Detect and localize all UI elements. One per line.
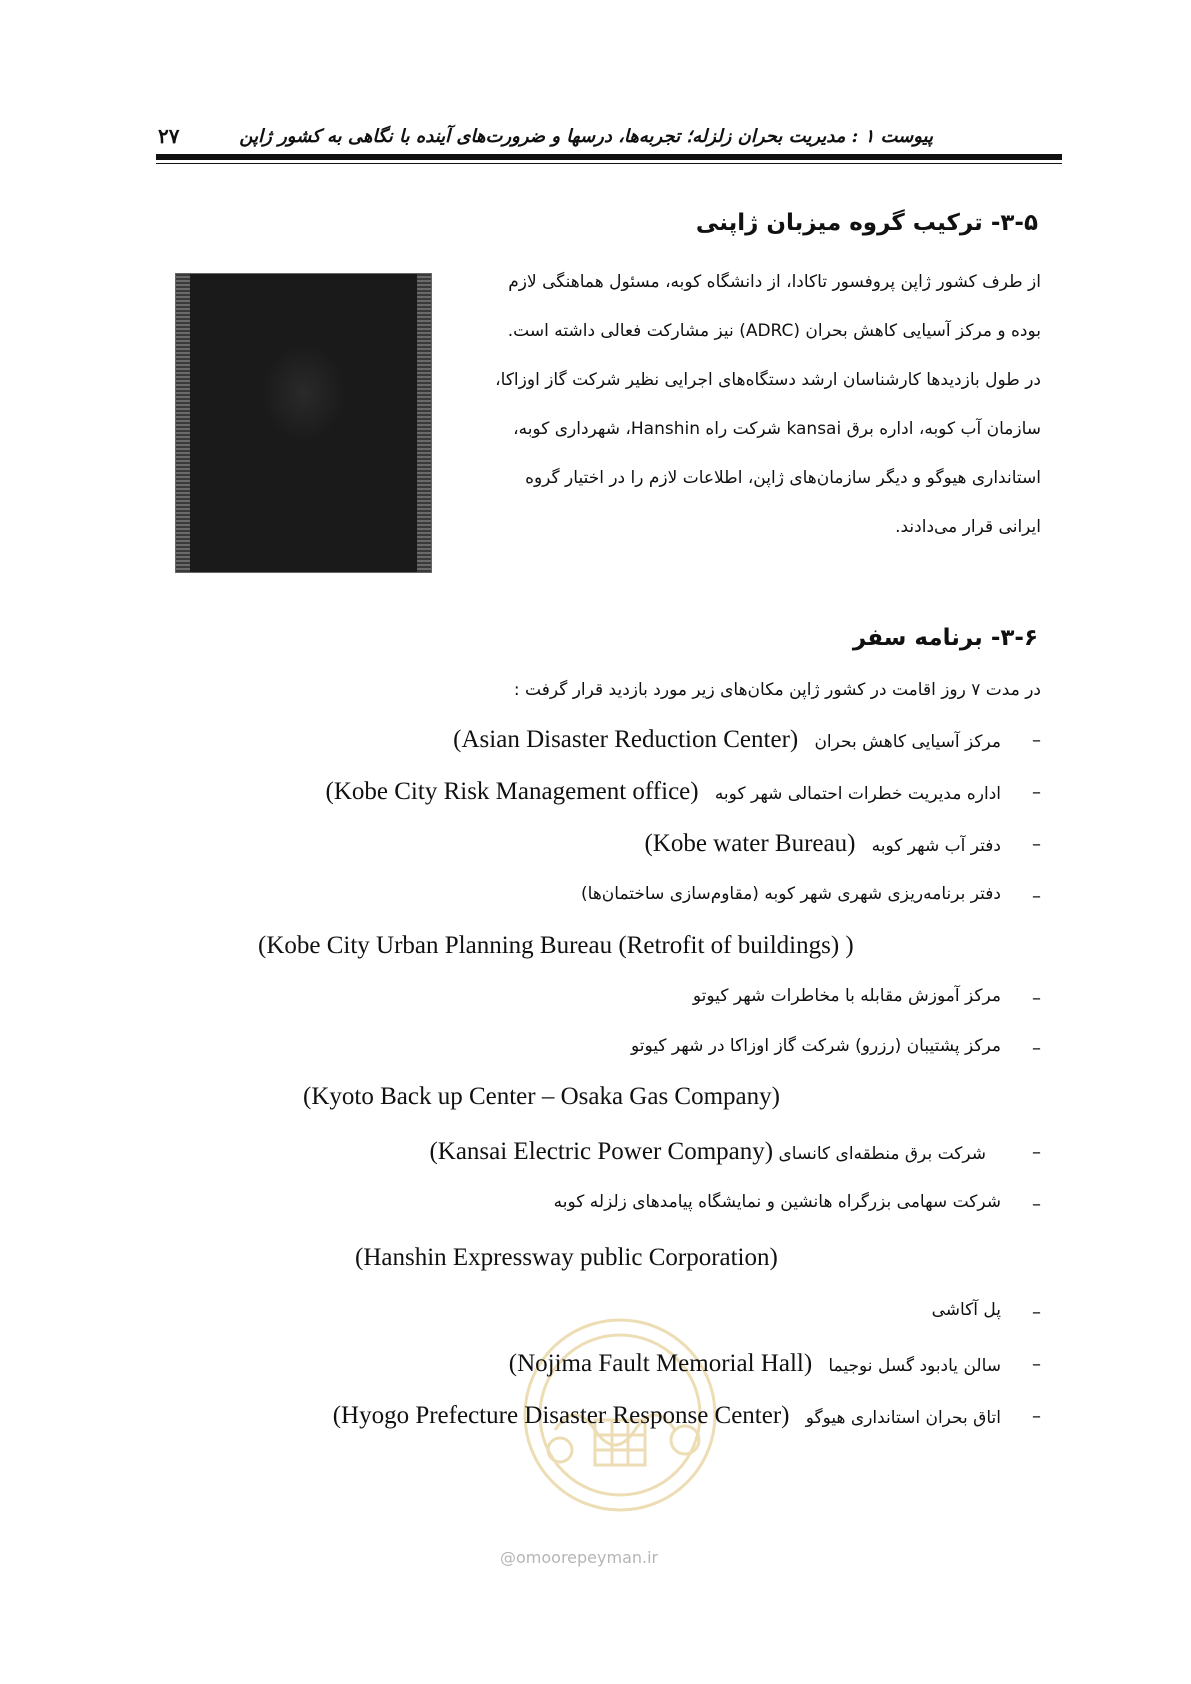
header-rule-thick bbox=[156, 154, 1062, 160]
at-icon: @ bbox=[500, 1548, 516, 1567]
list-item-fa: سالن یادبود گسل نوجیما bbox=[828, 1356, 1001, 1376]
list-item-fa: دفتر برنامه‌ریزی شهری شهر کوبه (مقاوم‌سازی ساختمان‌ها) bbox=[581, 884, 1001, 904]
list-item-fa: مرکز پشتیبان (رزرو) شرکت گاز اوزاکا در شهر کیوتو bbox=[630, 1036, 1001, 1056]
running-header-title: پیوست ۱ : مدیریت بحران زلزله؛ تجربه‌ها، درسها و ضرورت‌های آینده با نگاهی به کشور ژاپن bbox=[239, 126, 933, 147]
host-group-paragraph bbox=[436, 258, 1041, 552]
list-item-fa: مرکز آسیایی کاهش بحران bbox=[814, 732, 1001, 752]
list-item-en: (Hyogo Prefecture Disaster Response Center) bbox=[332, 1402, 790, 1429]
list-item bbox=[326, 778, 1001, 806]
list-item bbox=[932, 1300, 1001, 1320]
photo-right-edge bbox=[417, 274, 431, 572]
portrait-photo bbox=[175, 273, 432, 573]
list-item bbox=[554, 1192, 1001, 1212]
watermark-url bbox=[500, 1548, 658, 1567]
page-number: ۲۷ bbox=[158, 124, 180, 148]
list-item bbox=[581, 884, 1001, 904]
list-dash: – bbox=[1032, 730, 1041, 751]
trip-intro: در مدت ۷ روز اقامت در کشور ژاپن مکان‌های زیر مورد بازدید قرار گرفت : bbox=[513, 680, 1041, 700]
list-dash: – bbox=[1032, 1194, 1041, 1215]
list-item bbox=[453, 726, 1001, 754]
header-rule-thin bbox=[156, 163, 1062, 164]
paragraph-line: بوده و مرکز آسیایی کاهش بحران (ADRC) نیز مشارکت فعالی داشته است. bbox=[507, 321, 1041, 341]
list-item-en: (Kobe City Risk Management office) bbox=[325, 778, 699, 805]
list-item-en-continuation: (Kobe City Urban Planning Bureau (Retrofit of buildings) ) bbox=[258, 932, 854, 959]
list-dash: – bbox=[1032, 1406, 1041, 1427]
list-dash: – bbox=[1032, 1354, 1041, 1375]
list-dash: – bbox=[1032, 1302, 1041, 1323]
list-dash: – bbox=[1032, 834, 1041, 855]
list-item-fa: اتاق بحران استانداری هیوگو bbox=[805, 1408, 1001, 1428]
list-dash: – bbox=[1032, 1142, 1041, 1163]
list-item-fa: پل آکاشی bbox=[931, 1300, 1001, 1320]
list-item-en-continuation: (Hanshin Expressway public Corporation) bbox=[355, 1244, 778, 1271]
list-item-en: (Asian Disaster Reduction Center) bbox=[453, 726, 799, 753]
list-dash: – bbox=[1032, 886, 1041, 907]
list-item-fa: اداره مدیریت خطرات احتمالی شهر کوبه bbox=[714, 784, 1001, 804]
list-item bbox=[429, 1138, 986, 1166]
list-item bbox=[693, 986, 1001, 1006]
paragraph-line: سازمان آب کوبه، اداره برق kansai شرکت راه Hanshin، شهرداری کوبه، bbox=[513, 419, 1041, 439]
list-item bbox=[631, 1036, 1001, 1056]
photo-left-edge bbox=[176, 274, 190, 572]
paragraph-line: ایرانی قرار می‌دادند. bbox=[895, 517, 1041, 537]
section-heading-host-group: ۳-۵- ترکیب گروه میزبان ژاپنی bbox=[695, 210, 1038, 236]
list-item-fa: شرکت سهامی بزرگراه هانشین و نمایشگاه پیامدهای زلزله کوبه bbox=[553, 1192, 1001, 1212]
section-heading-trip-program: ۳-۶- برنامه سفر bbox=[852, 625, 1038, 651]
paragraph-line: از طرف کشور ژاپن پروفسور تاکادا، از دانشگاه کوبه، مسئول هماهنگی لازم bbox=[508, 272, 1041, 292]
paragraph-line: در طول بازدیدها کارشناسان ارشد دستگاه‌های اجرایی نظیر شرکت گاز اوزاکا، bbox=[495, 370, 1041, 390]
list-item-fa: دفتر آب شهر کوبه bbox=[871, 836, 1001, 856]
list-item-fa: مرکز آموزش مقابله با مخاطرات شهر کیوتو bbox=[692, 986, 1001, 1006]
list-dash: – bbox=[1032, 782, 1041, 803]
list-item-en-continuation: (Kyoto Back up Center – Osaka Gas Company) bbox=[303, 1083, 780, 1110]
paragraph-line: استانداری هیوگو و دیگر سازمان‌های ژاپن، اطلاعات لازم را در اختیار گروه bbox=[525, 468, 1041, 488]
list-item bbox=[333, 1402, 1001, 1430]
list-item-fa: شرکت برق منطقه‌ای کانسای bbox=[778, 1144, 986, 1164]
list-item bbox=[509, 1350, 1001, 1378]
list-dash: – bbox=[1032, 988, 1041, 1009]
list-dash: – bbox=[1032, 1038, 1041, 1059]
list-item-en: (Nojima Fault Memorial Hall) bbox=[508, 1350, 813, 1377]
list-item-en: (Kansai Electric Power Company) bbox=[429, 1138, 774, 1165]
list-item bbox=[644, 830, 1001, 858]
watermark-url-text: omoorepeyman.ir bbox=[516, 1548, 659, 1567]
list-item-en: (Kobe water Bureau) bbox=[644, 830, 856, 857]
